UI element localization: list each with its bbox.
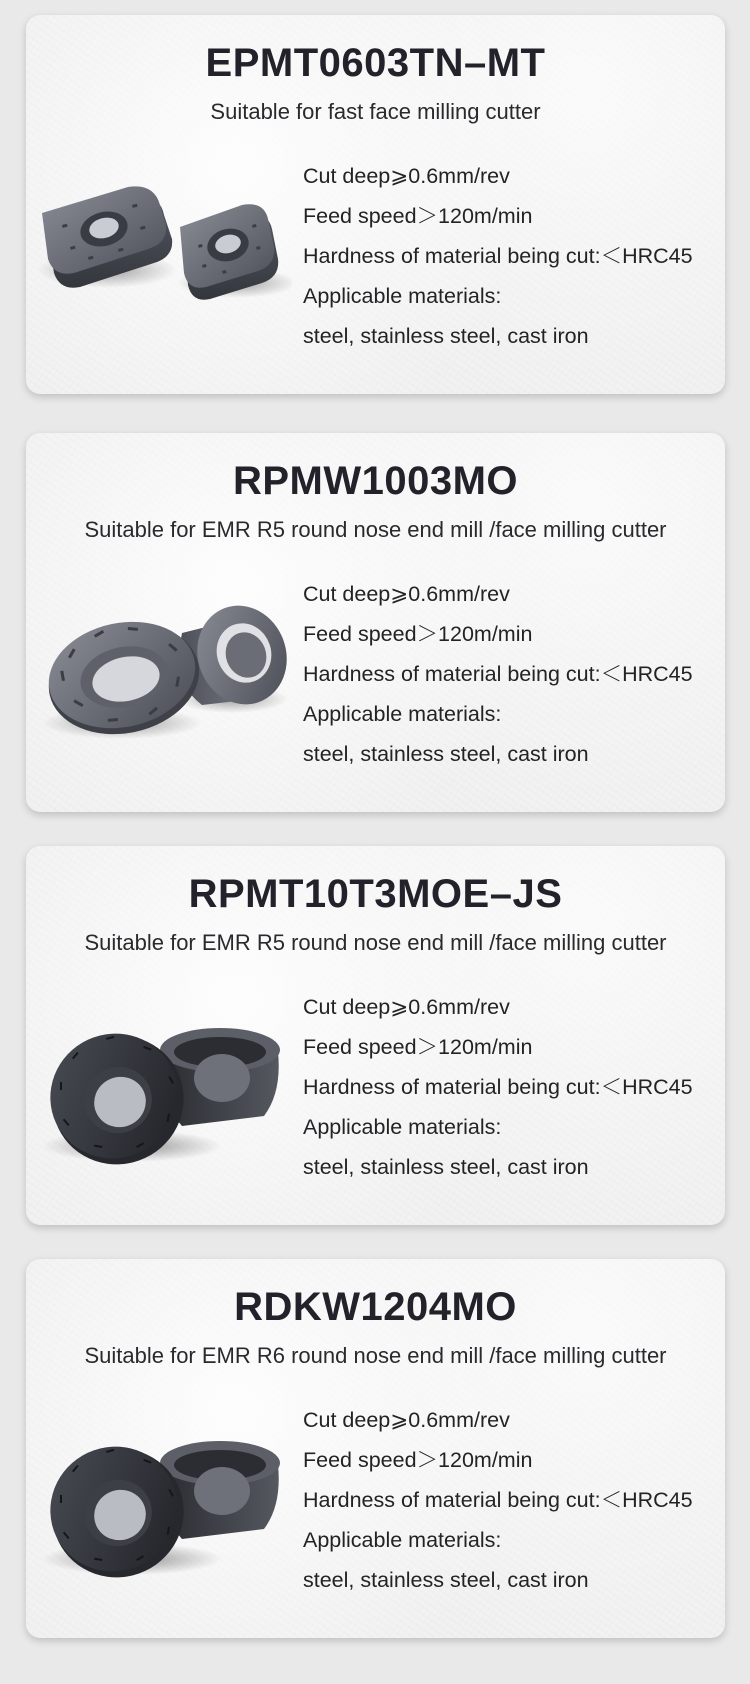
spec-cut-deep: Cut deep⩾0.6mm/rev (303, 995, 510, 1019)
product-card-rdkw1204mo (26, 1259, 725, 1638)
product-specs (303, 1400, 693, 1600)
product-title: EPMT0603TN–MT (205, 41, 546, 85)
spec-materials-label: Applicable materials: (303, 1528, 502, 1552)
spec-feed-speed: Feed speed＞120m/min (303, 1448, 533, 1472)
spec-materials-label: Applicable materials: (303, 284, 502, 308)
spec-materials-label: Applicable materials: (303, 1115, 502, 1139)
spec-hardness: Hardness of material being cut:＜HRC45 (303, 662, 693, 686)
product-title: RPMW1003MO (232, 459, 519, 503)
spec-cut-deep: Cut deep⩾0.6mm/rev (303, 1408, 510, 1432)
round-carbide-insert-image (32, 583, 292, 753)
spec-feed-speed: Feed speed＞120m/min (303, 622, 533, 646)
spec-materials-list: steel, stainless steel, cast iron (303, 1568, 589, 1592)
product-card-rpmt10t3moe-js (26, 846, 725, 1225)
spec-cut-deep: Cut deep⩾0.6mm/rev (303, 164, 510, 188)
square-carbide-insert-image (32, 165, 292, 335)
product-specs (303, 574, 693, 774)
spec-feed-speed: Feed speed＞120m/min (303, 204, 533, 228)
round-dark-insert-image (32, 1409, 292, 1579)
spec-materials-list: steel, stainless steel, cast iron (303, 324, 589, 348)
product-subtitle: Suitable for EMR R5 round nose end mill /face milling cutter (84, 930, 667, 955)
round-dark-insert-image (32, 996, 292, 1166)
product-subtitle: Suitable for EMR R6 round nose end mill /face milling cutter (84, 1343, 667, 1368)
spec-hardness: Hardness of material being cut:＜HRC45 (303, 244, 693, 268)
spec-hardness: Hardness of material being cut:＜HRC45 (303, 1075, 693, 1099)
spec-hardness: Hardness of material being cut:＜HRC45 (303, 1488, 693, 1512)
product-subtitle: Suitable for EMR R5 round nose end mill /face milling cutter (84, 517, 667, 542)
product-specs (303, 987, 693, 1187)
product-card-rpmw1003mo (26, 433, 725, 812)
product-card-epmt0603tn-mt (26, 15, 725, 394)
product-title: RDKW1204MO (234, 1285, 517, 1329)
spec-cut-deep: Cut deep⩾0.6mm/rev (303, 582, 510, 606)
spec-feed-speed: Feed speed＞120m/min (303, 1035, 533, 1059)
spec-materials-list: steel, stainless steel, cast iron (303, 742, 589, 766)
spec-materials-label: Applicable materials: (303, 702, 502, 726)
product-title: RPMT10T3MOE–JS (188, 872, 563, 916)
product-subtitle: Suitable for fast face milling cutter (210, 99, 541, 124)
product-specs (303, 156, 693, 356)
spec-materials-list: steel, stainless steel, cast iron (303, 1155, 589, 1179)
